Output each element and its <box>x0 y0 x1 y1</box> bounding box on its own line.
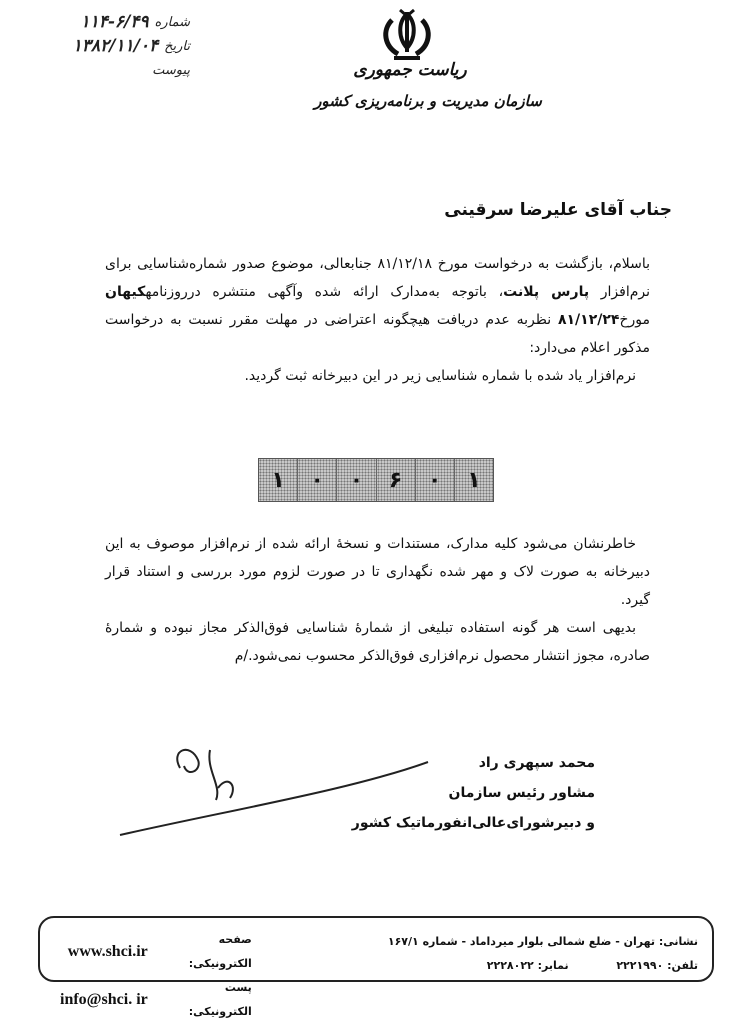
organization-name: سازمان مدیریت و برنامه‌ریزی کشور <box>314 92 542 110</box>
registration-digit: ۰ <box>337 459 376 501</box>
website-link[interactable]: www.shci.ir <box>67 943 148 960</box>
presidency-title: ریاست جمهوری <box>353 60 467 80</box>
letter-body <box>105 250 650 390</box>
phone-row <box>388 954 698 978</box>
reference-number-value: ۱۱۴-۶/۴۹ <box>80 12 149 32</box>
paragraph-intro <box>105 250 650 362</box>
registration-number-box <box>258 458 494 502</box>
registration-digit: ۶ <box>377 459 416 501</box>
addressee: جناب آقای علیرضا سرقینی <box>444 200 672 220</box>
letterhead-footer <box>38 916 714 1018</box>
signatory-title-2: و دبیرشورای‌عالی‌انفورماتیک کشور <box>351 815 595 831</box>
address-row <box>388 930 698 954</box>
reference-date-row <box>40 34 190 58</box>
address-value: تهران - ضلع شمالی بلوار میرداماد - شماره ۱۶۷/۱ <box>387 935 656 948</box>
intro-text-d: نظربه عدم دریافت هیچگونه اعتراضی در مهلت مقرر نسبت به درخواست مذکور اعلام می‌دارد: <box>105 312 650 356</box>
letter-body-continued <box>105 530 650 670</box>
signatory-name: محمد سپهری راد <box>478 755 595 771</box>
product-name: پارس پلانت <box>503 284 590 300</box>
email-label: پست الکترونیکی: <box>188 981 252 1018</box>
registration-digit: ۰ <box>416 459 455 501</box>
iran-emblem-icon <box>378 8 436 64</box>
footer-address <box>388 930 698 978</box>
registration-digit: ۰ <box>298 459 337 501</box>
email-link[interactable]: info@shci. ir <box>60 991 148 1008</box>
registration-digit: ۱ <box>455 459 493 501</box>
signatory-block <box>352 748 595 838</box>
website-label: صفحه الکترونیکی: <box>188 933 252 970</box>
phone-value: ۲۲۲۱۹۹۰ <box>616 959 664 972</box>
address-label: نشانی: <box>658 935 698 948</box>
paragraph-disclaimer: بدیهی است هر گونه استفاده تبلیغی از شمارهٔ شناسایی فوق‌الذکر مجاز نبوده و شمارهٔ صادره، مجوز انتشار محصول نرم‌افزاری فوق‌الذکر محسوب نمی‌شود./م <box>105 620 650 664</box>
email-row <box>60 976 252 1024</box>
phone-label: تلفن: <box>667 959 698 972</box>
reference-date-label: تاریخ <box>164 38 190 54</box>
paragraph-registration: نرم‌افزار یاد شده با شماره شناسایی زیر در این دبیرخانه ثبت گردید. <box>244 368 636 384</box>
reference-block <box>40 10 190 82</box>
reference-number-label: شماره <box>154 14 190 30</box>
intro-text-a: باسلام، بازگشت به درخواست مورخ ۸۱/۱۲/۱۸ جنابعالی، موضوع صدور شماره‌شناسایی برای نرم‌افزار <box>105 256 651 300</box>
reference-date-value: ۱۳۸۲/۱۱/۰۴ <box>72 36 159 56</box>
signatory-title: مشاور رئیس سازمان <box>448 785 595 801</box>
footer-contact <box>60 928 252 1024</box>
newspaper-date: ۸۱/۱۲/۲۴ <box>557 312 620 328</box>
reference-attachment-label: پیوست <box>152 62 190 78</box>
intro-text-b: ، باتوجه به‌مدارک ارائه شده وآگهی منتشره درروزنامه <box>145 284 504 300</box>
reference-attachment-row <box>40 58 190 82</box>
fax-label: نمابر: <box>537 959 569 972</box>
newspaper-name: کیهان <box>105 284 146 300</box>
registration-digit: ۱ <box>259 459 298 501</box>
fax-value: ۲۲۲۸۰۲۲ <box>486 959 534 972</box>
website-row <box>60 928 252 976</box>
paragraph-documents: خاطرنشان می‌شود کلیه مدارک، مستندات و نسخهٔ ارائه شده از نرم‌افزار موصوف به این دبیرخانه به صورت لاک و مهر شده نگهداری تا در صورت لزوم مورد بررسی و استناد قرار گیرد. <box>105 536 650 608</box>
reference-number-row <box>40 10 190 34</box>
intro-text-c: مورخ <box>619 312 650 328</box>
